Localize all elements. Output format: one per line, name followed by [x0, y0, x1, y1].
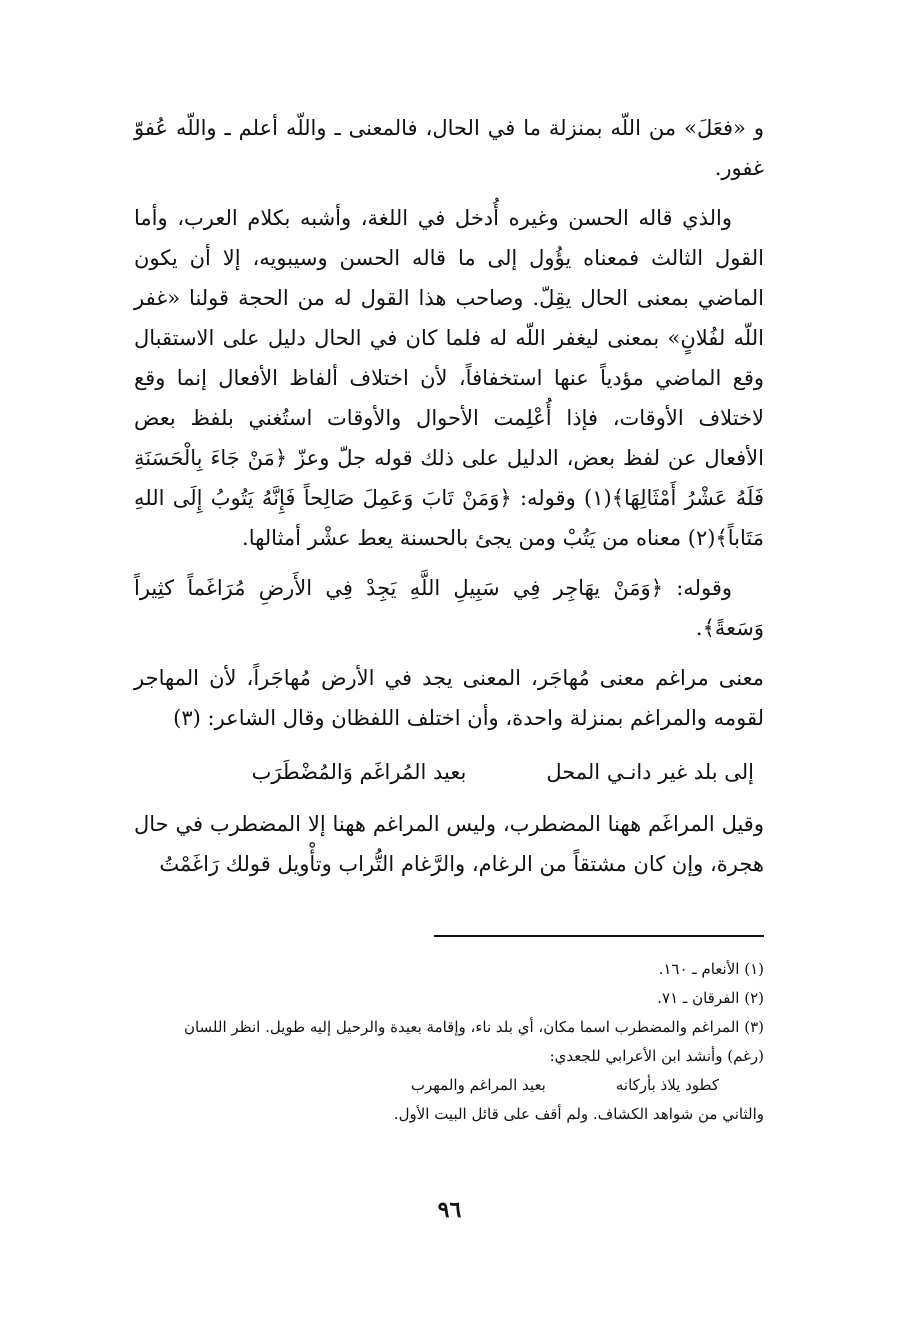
paragraph-hasan: والذي قاله الحسن وغيره أُدخل في اللغة، وأشبه بكلام العرب، وأما القول الثالث فمعناه يؤُول إلى ما قاله الحسن وسيبويه، إلا أن يكون الماضي بمعنى الحال يقِلّ. وصاحب هذا القول له من الحجة قولنا «غفر اللّه لفُلانٍ» بمعنى ليغفر اللّه له فلما كان في الحال دليل على الاستقبال وقع الماضي مؤدياً عنها استخفافاً، لأن اختلاف ألفاظ الأفعال إنما وقع لاختلاف الأوقات، فإذا أُعْلِمت الأحوال والأوقات استُغني بلفظ بعض الأفعال عن لفظ بعض، الدليل على ذلك قوله جلّ وعزّ ﴿مَنْ جَاءَ بِالْحَسَنَةِ فَلَهُ عَشْرُ أَمْثَالِهَا﴾(١) وقوله: ﴿وَمَنْ تَابَ وَعَمِلَ صَالِحاً فَإِنَّهُ يَتُوبُ إِلَى اللهِ مَتَاباً﴾(٢) معناه من يَتُبْ ومن يجئ بالحسنة يعط عشْر أمثالها.: [134, 206, 765, 550]
footnote-1: (١) الأنعام ـ ١٦٠.: [658, 960, 764, 978]
main-text: [134, 108, 764, 884]
paragraph-quran-verse: وقوله: ﴿وَمَنْ يهَاجِر فِي سَبِيلِ اللَّهِ يَجِدْ فِي الأَرضِ مُرَاغَماً كثِيراً وَسَعةً﴾.: [134, 576, 764, 640]
paragraph-mudtarab: وقيل المراغَم ههنا المضطرب، وليس المراغم ههنا إلا المضطرب في حال هجرة، وإن كان مشتقاً من الرغام، والرَّغام التُّراب وتأْويل قولك رَاغَمْتُ: [134, 812, 764, 876]
poetry-verse: [134, 752, 764, 792]
page-number: ٩٦: [437, 1197, 462, 1223]
footnotes: [124, 955, 764, 1129]
opening-line: و «فعَلَ» من اللّه بمنزلة ما في الحال، فالمعنى ـ واللّه أعلم ـ واللّه عُفوّ غفور.: [134, 116, 764, 180]
footnote-divider: [434, 935, 764, 937]
footnote-verse: [124, 1071, 764, 1100]
footnote-3-line-3: والثاني من شواهد الكشاف. ولم أقف على قائل البيت الأول.: [393, 1105, 764, 1123]
verse-second-hemistich: بعيد المُراغَم وَالمُضْطَرَب: [251, 760, 467, 784]
footnote-3-line-1: (٣) المراغم والمضطرب اسما مكان، أي بلد ناء، وإقامة بعيدة والرحيل إليه طويل. انظر اللسان: [183, 1018, 764, 1036]
footnote-3-line-2: (رغم) وأنشد ابن الأعرابي للجعدي:: [549, 1047, 764, 1065]
paragraph-muraghim: معنى مراغم معنى مُهاجَر، المعنى يجد في الأرض مُهاجَراً، لأن المهاجر لقومه والمراغم بمنزلة واحدة، وأن اختلف اللفظان وقال الشاعر: (٣): [134, 666, 764, 730]
verse-first-hemistich: إلى بلد غير دانـي المحل: [546, 760, 754, 784]
footnote-verse-first: كطود يلاذ بأركانه: [615, 1076, 719, 1094]
footnote-verse-second: بعيد المراغم والمهرب: [410, 1076, 546, 1094]
footnote-2: (٢) الفرقان ـ ٧١.: [657, 989, 764, 1007]
